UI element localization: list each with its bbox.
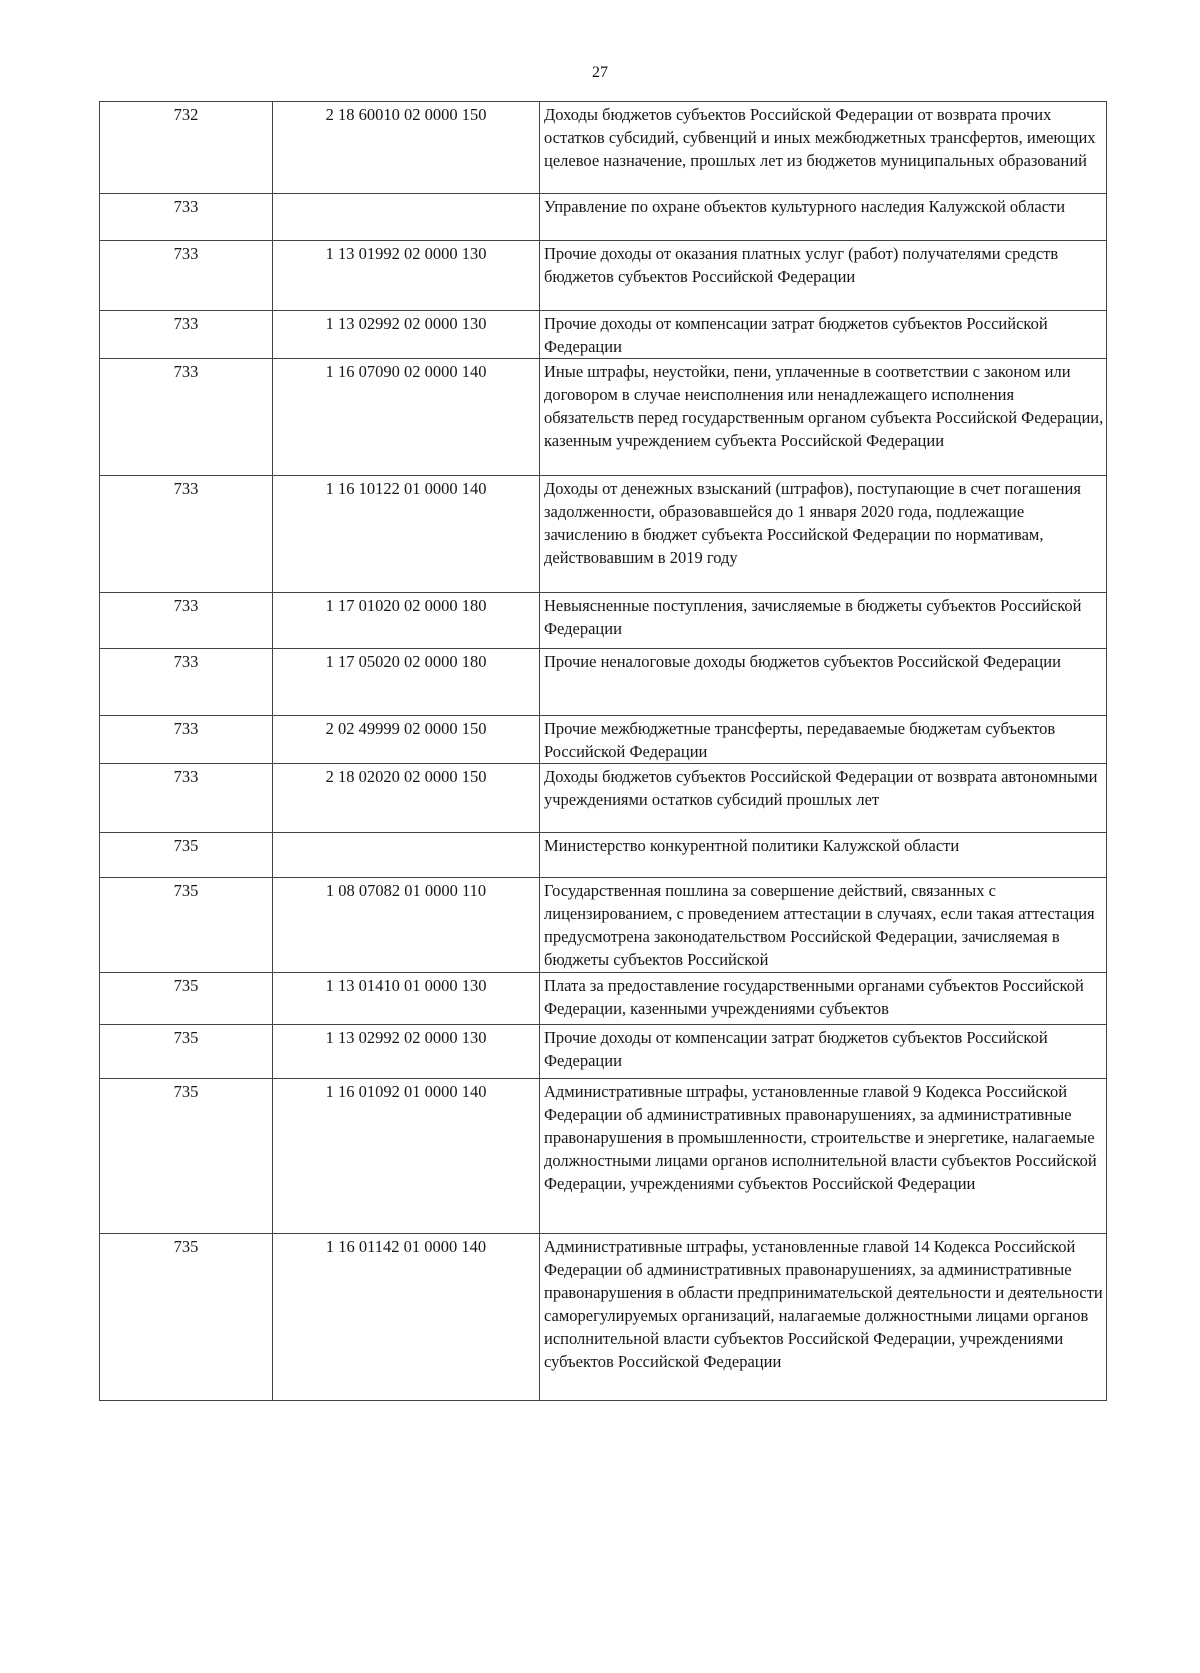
- table-row: [100, 1025, 1107, 1079]
- revenue-code-cell: 1 17 01020 02 0000 180: [273, 593, 540, 649]
- table-row: [100, 241, 1107, 311]
- description-cell: Иные штрафы, неустойки, пени, уплаченные в соответствии с законом или договором в случае неисполнения или ненадлежащего исполнения обязательств перед государственным органом субъекта Российской Федерации, казенным учреждением субъекта Российской Федерации: [540, 359, 1107, 476]
- description-cell: Прочие неналоговые доходы бюджетов субъектов Российской Федерации: [540, 649, 1107, 716]
- admin-code-cell: 735: [100, 833, 273, 878]
- description-cell: Административные штрафы, установленные главой 14 Кодекса Российской Федерации об административных правонарушениях, за административные правонарушения в области предпринимательской деятельности и деятельности саморегулируемых организаций, налагаемые должностными лицами органов исполнительной власти субъектов Российской Федерации, учреждениями субъектов Российской Федерации: [540, 1234, 1107, 1401]
- description-cell: Прочие доходы от компенсации затрат бюджетов субъектов Российской Федерации: [540, 311, 1107, 359]
- admin-code-cell: 733: [100, 194, 273, 241]
- revenue-code-cell: 1 13 02992 02 0000 130: [273, 1025, 540, 1079]
- revenue-code-cell: 1 13 01992 02 0000 130: [273, 241, 540, 311]
- admin-code-cell: 733: [100, 649, 273, 716]
- revenue-code-cell: 1 16 01092 01 0000 140: [273, 1079, 540, 1234]
- table-row: [100, 102, 1107, 194]
- table-row: [100, 194, 1107, 241]
- table-row: [100, 1079, 1107, 1234]
- description-cell: Административные штрафы, установленные главой 9 Кодекса Российской Федерации об административных правонарушениях, за административные правонарушения в промышленности, строительстве и энергетике, налагаемые должностными лицами органов исполнительной власти субъектов Российской Федерации, учреждениями субъектов Российской Федерации: [540, 1079, 1107, 1234]
- table-row: [100, 833, 1107, 878]
- table-row: [100, 878, 1107, 973]
- revenue-code-cell: 1 13 02992 02 0000 130: [273, 311, 540, 359]
- description-cell: Прочие доходы от оказания платных услуг (работ) получателями средств бюджетов субъектов Российской Федерации: [540, 241, 1107, 311]
- table-row: [100, 973, 1107, 1025]
- revenue-code-cell: [273, 833, 540, 878]
- table-row: [100, 476, 1107, 593]
- revenue-code-cell: 2 18 02020 02 0000 150: [273, 764, 540, 833]
- table-row: [100, 649, 1107, 716]
- revenue-code-cell: 1 08 07082 01 0000 110: [273, 878, 540, 973]
- description-cell: Управление по охране объектов культурного наследия Калужской области: [540, 194, 1107, 241]
- revenue-code-cell: 2 18 60010 02 0000 150: [273, 102, 540, 194]
- description-cell: Доходы от денежных взысканий (штрафов), поступающие в счет погашения задолженности, образовавшейся до 1 января 2020 года, подлежащие зачислению в бюджет субъекта Российской Федерации по нормативам, действовавшим в 2019 году: [540, 476, 1107, 593]
- description-cell: Прочие межбюджетные трансферты, передаваемые бюджетам субъектов Российской Федерации: [540, 716, 1107, 764]
- table-row: [100, 311, 1107, 359]
- revenue-code-cell: 1 16 10122 01 0000 140: [273, 476, 540, 593]
- revenue-codes-table: [99, 101, 1107, 1401]
- description-cell: Прочие доходы от компенсации затрат бюджетов субъектов Российской Федерации: [540, 1025, 1107, 1079]
- page-number: 27: [592, 64, 608, 81]
- admin-code-cell: 735: [100, 878, 273, 973]
- description-cell: Государственная пошлина за совершение действий, связанных с лицензированием, с проведением аттестации в случаях, если такая аттестация предусмотрена законодательством Российской Федерации, зачисляемая в бюджеты субъектов Российской: [540, 878, 1107, 973]
- admin-code-cell: 733: [100, 311, 273, 359]
- admin-code-cell: 733: [100, 359, 273, 476]
- table-row: [100, 359, 1107, 476]
- admin-code-cell: 733: [100, 241, 273, 311]
- description-cell: Плата за предоставление государственными органами субъектов Российской Федерации, казенными учреждениями субъектов: [540, 973, 1107, 1025]
- admin-code-cell: 733: [100, 593, 273, 649]
- description-cell: Доходы бюджетов субъектов Российской Федерации от возврата автономными учреждениями остатков субсидий прошлых лет: [540, 764, 1107, 833]
- revenue-code-cell: 1 17 05020 02 0000 180: [273, 649, 540, 716]
- description-cell: Министерство конкурентной политики Калужской области: [540, 833, 1107, 878]
- admin-code-cell: 735: [100, 973, 273, 1025]
- admin-code-cell: 735: [100, 1025, 273, 1079]
- table-row: [100, 764, 1107, 833]
- admin-code-cell: 735: [100, 1079, 273, 1234]
- admin-code-cell: 735: [100, 1234, 273, 1401]
- description-cell: Невыясненные поступления, зачисляемые в бюджеты субъектов Российской Федерации: [540, 593, 1107, 649]
- admin-code-cell: 733: [100, 476, 273, 593]
- table-row: [100, 1234, 1107, 1401]
- table-row: [100, 716, 1107, 764]
- revenue-code-cell: 1 16 07090 02 0000 140: [273, 359, 540, 476]
- revenue-code-cell: [273, 194, 540, 241]
- admin-code-cell: 733: [100, 716, 273, 764]
- table-row: [100, 593, 1107, 649]
- revenue-code-cell: 1 13 01410 01 0000 130: [273, 973, 540, 1025]
- admin-code-cell: 732: [100, 102, 273, 194]
- revenue-code-cell: 1 16 01142 01 0000 140: [273, 1234, 540, 1401]
- revenue-code-cell: 2 02 49999 02 0000 150: [273, 716, 540, 764]
- description-cell: Доходы бюджетов субъектов Российской Федерации от возврата прочих остатков субсидий, субвенций и иных межбюджетных трансфертов, имеющих целевое назначение, прошлых лет из бюджетов муниципальных образований: [540, 102, 1107, 194]
- admin-code-cell: 733: [100, 764, 273, 833]
